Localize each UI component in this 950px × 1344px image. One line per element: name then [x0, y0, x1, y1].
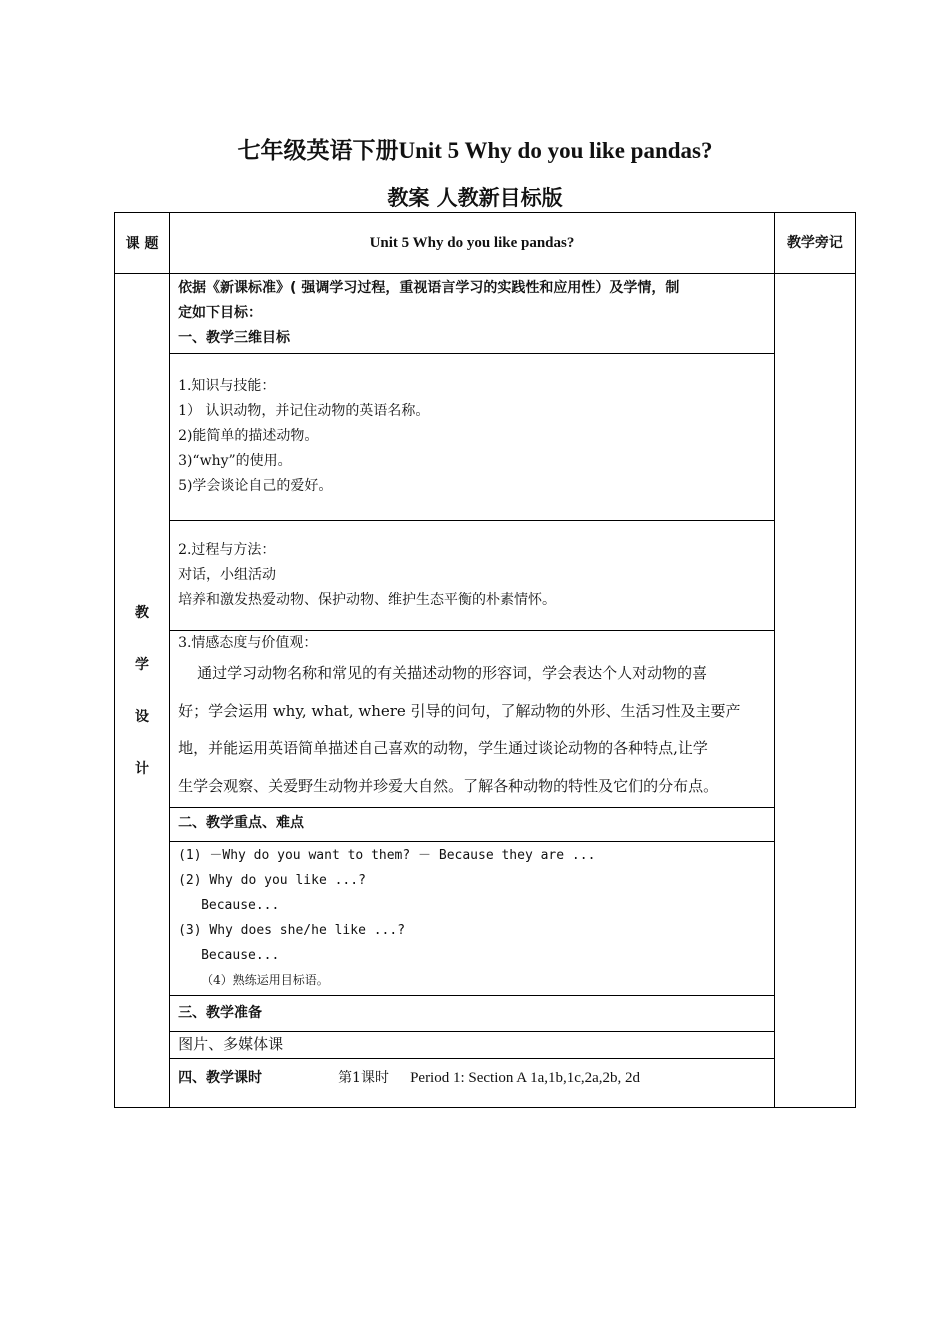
document-title: 七年级英语下册Unit 5 Why do you like pandas? [237, 138, 713, 163]
keypoint-answer: Because... [201, 948, 280, 963]
teaching-design-label [115, 274, 170, 1108]
keypoints-heading: 二、教学重点、难点 [178, 815, 305, 831]
prep-content: 图片、多媒体课 [178, 1035, 284, 1053]
header-row [115, 213, 856, 274]
vertical-char: 学 [135, 656, 150, 673]
intro-line: 定如下目标： [178, 305, 263, 321]
topic-value: Unit 5 Why do you like pandas? [170, 213, 775, 274]
affect-line: 好；学会运用 why, what, where 引导的问句，了解动物的外形、生活习性及主要产 [178, 701, 741, 720]
vertical-char: 教 [135, 604, 150, 621]
knowledge-title: 1.知识与技能： [178, 378, 276, 394]
vertical-char: 计 [135, 760, 150, 777]
side-notes-column [774, 274, 855, 1108]
objectives-heading: 一、教学三维目标 [178, 330, 291, 346]
prep-content-cell [170, 1032, 775, 1059]
prep-heading-cell [170, 996, 775, 1032]
schedule-cell [170, 1059, 775, 1108]
affect-line: 地，并能运用英语简单描述自己喜欢的动物，学生通过谈论动物的各种特点,让学 [178, 739, 708, 757]
affect-title: 3.情感态度与价值观： [178, 635, 318, 651]
affect-line: 生学会观察、关爱野生动物并珍爱大自然。了解各种动物的特性及它们的分布点。 [178, 776, 719, 795]
period-label: 第1课时 [338, 1070, 389, 1086]
vertical-char: 设 [135, 708, 150, 725]
topic-label: 课 题 [115, 213, 170, 274]
document-subtitle: 教案 人教新目标版 [387, 186, 563, 210]
process-item: 对话，小组活动 [178, 567, 277, 583]
keypoint-item: (3) Why does she/he like ...? [178, 923, 406, 938]
keypoint-answer: Because... [201, 898, 280, 913]
prep-heading: 三、教学准备 [178, 1005, 263, 1021]
process-title: 2.过程与方法： [178, 542, 276, 558]
knowledge-item: 1） 认识动物，并记住动物的英语名称。 [178, 403, 430, 419]
keypoint-item: (2) Why do you like ...? [178, 873, 366, 888]
keypoint-item: （4）熟练运用目标语。 [201, 973, 329, 987]
lesson-plan-table [114, 212, 856, 1108]
knowledge-item: 3)“why”的使用。 [178, 453, 292, 469]
keypoint-item: (1) －Why do you want to them? － Because they are ... [178, 848, 596, 863]
side-notes-label [774, 213, 855, 274]
knowledge-cell [170, 354, 775, 521]
schedule-heading: 四、教学课时 [178, 1070, 263, 1086]
knowledge-item: 2)能简单的描述动物。 [178, 428, 319, 444]
affect-line: 通过学习动物名称和常见的有关描述动物的形容词，学会表达个人对动物的喜 [178, 664, 708, 682]
intro-cell [170, 274, 775, 354]
intro-line: 依据《新课标准》( 强调学习过程，重视语言学习的实践性和应用性）及学情，制 [178, 280, 680, 296]
process-cell [170, 521, 775, 631]
affect-cell [170, 631, 775, 808]
knowledge-item: 5)学会谈论自己的爱好。 [178, 478, 333, 494]
period-text: Period 1: Section A 1a,1b,1c,2a,2b, 2d [410, 1070, 641, 1086]
keypoints-cell [170, 842, 775, 996]
keypoints-heading-cell [170, 808, 775, 842]
side-notes-label-text: 教学旁记 [786, 234, 843, 251]
process-item: 培养和激发热爱动物、保护动物、维护生态平衡的朴素情怀。 [178, 592, 557, 608]
